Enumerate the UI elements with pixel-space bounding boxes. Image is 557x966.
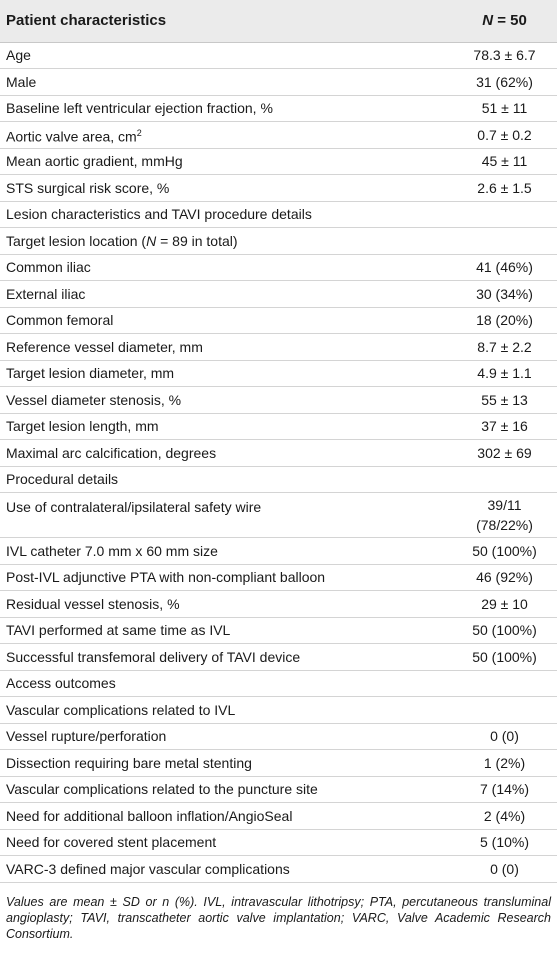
table-row (0, 697, 557, 724)
row-label (0, 122, 452, 149)
row-label (0, 95, 452, 122)
row-value-text: 302 ± 69 (477, 444, 532, 461)
row-label-text: Need for additional balloon inflation/AngioSeal (6, 807, 293, 824)
row-value (452, 254, 557, 281)
row-value-text: 41 (46%) (476, 259, 533, 276)
row-label (0, 723, 452, 750)
row-value-text: 18 (20%) (476, 312, 533, 329)
row-value (452, 334, 557, 361)
row-value (452, 776, 557, 803)
row-label-text: Procedural details (6, 471, 119, 488)
table-row (0, 307, 557, 334)
table-row (0, 564, 557, 591)
table-row (0, 440, 557, 467)
row-value-text: 39/11 (487, 497, 522, 513)
row-label-text: Age (6, 47, 31, 64)
table-row (0, 254, 557, 281)
row-value (452, 228, 557, 255)
row-label-text: IVL catheter 7.0 mm x 60 mm size (6, 542, 218, 559)
table-body (0, 42, 557, 882)
row-value-text: 0.7 ± 0.2 (477, 126, 532, 143)
row-value (452, 644, 557, 671)
row-value-text-line2: (78/22%) (476, 517, 533, 533)
row-label-text: Vessel rupture/perforation (6, 728, 167, 745)
table-row (0, 829, 557, 856)
row-label-superscript: 2 (136, 127, 142, 138)
row-value-text: 5 (10%) (479, 834, 530, 851)
row-label-text: Vascular complications related to IVL (6, 701, 236, 718)
table-row (0, 228, 557, 255)
row-value-text: 4.9 ± 1.1 (477, 365, 532, 382)
header-n-italic: N (482, 12, 494, 30)
table-row (0, 776, 557, 803)
row-label-italic: N (146, 232, 157, 249)
row-label-text: Baseline left ventricular ejection fraction, % (6, 100, 273, 117)
table-row (0, 591, 557, 618)
row-value (452, 175, 557, 202)
row-label-text: Common iliac (6, 259, 91, 276)
table-row (0, 856, 557, 883)
table-row (0, 413, 557, 440)
table-row (0, 493, 557, 538)
header-row (0, 0, 557, 42)
row-value (452, 723, 557, 750)
row-label (0, 69, 452, 96)
row-label-text: Mean aortic gradient, mmHg (6, 153, 183, 170)
row-value-text: 0 (0) (490, 728, 519, 745)
row-value-text: 78.3 ± 6.7 (473, 47, 536, 64)
row-value-text: 45 ± 11 (481, 153, 528, 170)
row-label-text: Post-IVL adjunctive PTA with non-compliant balloon (6, 569, 326, 586)
row-label-text: Lesion characteristics and TAVI procedure details (6, 206, 312, 223)
row-value (452, 95, 557, 122)
table-row (0, 466, 557, 493)
row-value (452, 307, 557, 334)
row-value (452, 564, 557, 591)
table-header (0, 0, 557, 42)
header-n-value: = 50 (493, 12, 527, 30)
row-value (452, 440, 557, 467)
row-label (0, 538, 452, 565)
row-label-text: Access outcomes (6, 675, 116, 692)
row-label (0, 697, 452, 724)
row-value-text: 50 (100%) (472, 648, 537, 665)
row-label (0, 856, 452, 883)
row-label-text: Need for covered stent placement (6, 834, 217, 851)
row-label (0, 829, 452, 856)
table-row (0, 69, 557, 96)
table-row (0, 175, 557, 202)
row-label-text: Use of contralateral/ipsilateral safety wire (6, 499, 262, 515)
row-value-text: 2.6 ± 1.5 (477, 179, 532, 196)
row-value-text: 29 ± 10 (481, 595, 528, 612)
row-value (452, 413, 557, 440)
row-value-text: 0 (0) (490, 860, 519, 877)
table-row (0, 42, 557, 69)
row-value (452, 281, 557, 308)
table-row (0, 122, 557, 149)
row-value-text: 8.7 ± 2.2 (477, 338, 532, 355)
row-label (0, 360, 452, 387)
row-value (452, 617, 557, 644)
row-label-text: Maximal arc calcification, degrees (6, 444, 217, 461)
row-label-text: Target lesion location ( (6, 232, 147, 249)
table-row (0, 617, 557, 644)
row-label-text: Vascular complications related to the puncture site (6, 781, 318, 798)
table-row (0, 360, 557, 387)
row-label (0, 254, 452, 281)
row-value-text: 2 (4%) (483, 807, 526, 824)
table-row (0, 201, 557, 228)
row-label-text: Target lesion length, mm (6, 418, 159, 435)
row-label (0, 564, 452, 591)
row-value (452, 829, 557, 856)
row-label-text: VARC-3 defined major vascular complications (6, 860, 290, 877)
row-value (452, 148, 557, 175)
row-label (0, 42, 452, 69)
row-value-text: 30 (34%) (476, 285, 533, 302)
row-label-text: TAVI performed at same time as IVL (6, 622, 231, 639)
row-label (0, 493, 452, 538)
row-label (0, 334, 452, 361)
row-label-text: Male (6, 73, 37, 90)
row-value (452, 670, 557, 697)
row-label (0, 617, 452, 644)
row-value (452, 591, 557, 618)
row-label-suffix: = 89 in total) (156, 232, 238, 249)
row-value-text: 31 (62%) (476, 73, 533, 90)
row-value-text: 50 (100%) (472, 622, 537, 639)
row-label (0, 750, 452, 777)
table-row (0, 803, 557, 830)
table-row (0, 334, 557, 361)
row-value-text: 51 ± 11 (481, 100, 528, 117)
row-value-text: 7 (14%) (479, 781, 530, 798)
row-label (0, 466, 452, 493)
table-row (0, 538, 557, 565)
row-value (452, 360, 557, 387)
row-label (0, 148, 452, 175)
row-label (0, 307, 452, 334)
row-value-text: 55 ± 13 (481, 391, 528, 408)
row-label-text: Dissection requiring bare metal stenting (6, 754, 252, 771)
row-value (452, 201, 557, 228)
row-label-text: Common femoral (6, 312, 114, 329)
row-value-text: 50 (100%) (472, 542, 537, 559)
table-row (0, 670, 557, 697)
row-value (452, 750, 557, 777)
header-n (452, 0, 557, 42)
row-label-text: Target lesion diameter, mm (6, 365, 175, 382)
row-label (0, 670, 452, 697)
table-row (0, 723, 557, 750)
row-label-text: STS surgical risk score, % (6, 179, 170, 196)
row-label-text: Residual vessel stenosis, % (6, 595, 180, 612)
row-value (452, 697, 557, 724)
row-value (452, 122, 557, 149)
table-footnote: Values are mean ± SD or n (%). IVL, intravascular lithotripsy; PTA, percutaneous transluminal angioplasty; TAVI, transcatheter aortic valve implantation; VARC, Valve Academic Research Consortium. (6, 894, 551, 941)
row-label (0, 281, 452, 308)
row-label (0, 201, 452, 228)
row-value (452, 538, 557, 565)
row-label (0, 440, 452, 467)
header-label: Patient characteristics (0, 0, 452, 42)
row-label (0, 413, 452, 440)
row-label (0, 591, 452, 618)
table-row (0, 644, 557, 671)
table-row (0, 281, 557, 308)
table-row (0, 387, 557, 414)
row-label (0, 228, 452, 255)
row-value (452, 42, 557, 69)
row-label (0, 776, 452, 803)
table-row (0, 750, 557, 777)
row-label (0, 175, 452, 202)
row-value (452, 387, 557, 414)
row-label (0, 644, 452, 671)
row-value-text: 1 (2%) (483, 754, 526, 771)
row-value (452, 803, 557, 830)
row-label-text: Reference vessel diameter, mm (6, 338, 203, 355)
row-value (452, 493, 557, 538)
row-label-text: External iliac (6, 285, 86, 302)
row-label-text: Vessel diameter stenosis, % (6, 391, 182, 408)
row-label-text: Aortic valve area, cm (6, 128, 137, 145)
table-row (0, 95, 557, 122)
row-label-text: Successful transfemoral delivery of TAVI device (6, 648, 301, 665)
row-value (452, 69, 557, 96)
row-value-text: 46 (92%) (476, 569, 533, 586)
row-label (0, 803, 452, 830)
table-row (0, 148, 557, 175)
row-value-text: 37 ± 16 (481, 418, 528, 435)
row-value (452, 856, 557, 883)
row-value (452, 466, 557, 493)
row-label (0, 387, 452, 414)
